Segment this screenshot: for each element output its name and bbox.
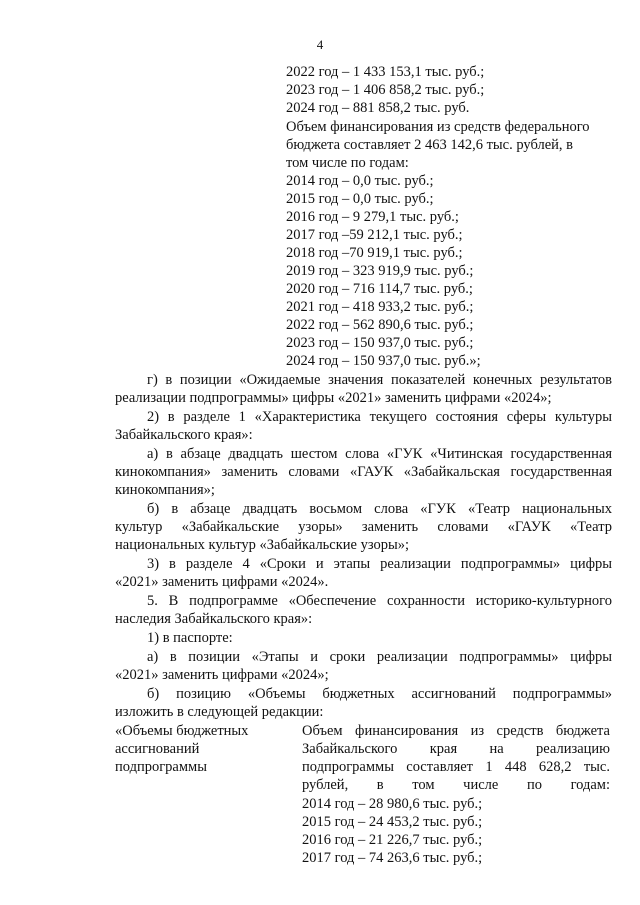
paragraph-g-line: реализации подпрограммы» цифры «2021» заменить цифрами «2024»; — [115, 390, 552, 406]
federal-year-line: 2024 год – 150 937,0 тыс. руб.»; — [286, 353, 481, 369]
table-left-label: ассигнований — [115, 741, 200, 757]
paragraph-a-line: а) в абзаце двадцать шестом слова «ГУК «Читинская государственная — [147, 446, 612, 462]
paragraph-g-line: г) в позиции «Ожидаемые значения показателей конечных результатов — [147, 372, 612, 388]
federal-year-line: 2020 год – 716 114,7 тыс. руб.; — [286, 281, 473, 297]
federal-intro-line: Объем финансирования из средств федерального — [286, 119, 590, 135]
table-right-text: Забайкальского края на реализацию — [302, 741, 610, 757]
paragraph-5-line: 5. В подпрограмме «Обеспечение сохранности историко-культурного — [147, 593, 612, 609]
paragraph-3-line: 3) в разделе 4 «Сроки и этапы реализации подпрограммы» цифры — [147, 556, 612, 572]
paragraph-a2-line: а) в позиции «Этапы и сроки реализации подпрограммы» цифры — [147, 649, 612, 665]
paragraph-a2-line: «2021» заменить цифрами «2024»; — [115, 667, 329, 683]
funding-line: 2022 год – 1 433 153,1 тыс. руб.; — [286, 64, 485, 80]
paragraph-5-line: наследия Забайкальского края»: — [115, 611, 313, 627]
funding-line: 2024 год – 881 858,2 тыс. руб. — [286, 100, 470, 116]
paragraph-b-line: культур «Забайкальские узоры» заменить словами «ГАУК «Театр — [115, 519, 612, 535]
paragraph-2-line: Забайкальского края»: — [115, 427, 253, 443]
paragraph-a-line: кинокомпания» заменить словами «ГАУК «Забайкальская государственная — [115, 464, 612, 480]
funding-line: 2023 год – 1 406 858,2 тыс. руб.; — [286, 82, 485, 98]
paragraph-a-line: кинокомпания»; — [115, 482, 215, 498]
federal-year-line: 2022 год – 562 890,6 тыс. руб.; — [286, 317, 474, 333]
table-year-line: 2015 год – 24 453,2 тыс. руб.; — [302, 814, 483, 830]
paragraph-1-line: 1) в паспорте: — [147, 630, 233, 646]
table-left-label: «Объемы бюджетных — [115, 723, 249, 739]
table-right-text: рублей, в том числе по годам: — [302, 777, 610, 793]
paragraph-b2-line: б) позицию «Объемы бюджетных ассигнований подпрограммы» — [147, 686, 612, 702]
federal-year-line: 2016 год – 9 279,1 тыс. руб.; — [286, 209, 459, 225]
paragraph-b-line: национальных культур «Забайкальские узоры»; — [115, 537, 410, 553]
federal-intro-line: бюджета составляет 2 463 142,6 тыс. рублей, в — [286, 137, 574, 153]
paragraph-2-line: 2) в разделе 1 «Характеристика текущего состояния сферы культуры — [147, 409, 612, 425]
table-year-line: 2016 год – 21 226,7 тыс. руб.; — [302, 832, 483, 848]
federal-year-line: 2019 год – 323 919,9 тыс. руб.; — [286, 263, 474, 279]
federal-intro-line: том числе по годам: — [286, 155, 409, 171]
paragraph-b2-line: изложить в следующей редакции: — [115, 704, 324, 720]
table-year-line: 2017 год – 74 263,6 тыс. руб.; — [302, 850, 483, 866]
table-right-text: Объем финансирования из средств бюджета — [302, 723, 610, 739]
federal-year-line: 2015 год – 0,0 тыс. руб.; — [286, 191, 434, 207]
federal-year-line: 2021 год – 418 933,2 тыс. руб.; — [286, 299, 474, 315]
table-left-label: подпрограммы — [115, 759, 207, 775]
paragraph-b-line: б) в абзаце двадцать восьмом слова «ГУК «Театр национальных — [147, 501, 612, 517]
table-right-text: подпрограммы составляет 1 448 628,2 тыс. — [302, 759, 610, 775]
federal-year-line: 2018 год –70 919,1 тыс. руб.; — [286, 245, 463, 261]
federal-year-line: 2017 год –59 212,1 тыс. руб.; — [286, 227, 463, 243]
table-year-line: 2014 год – 28 980,6 тыс. руб.; — [302, 796, 483, 812]
federal-year-line: 2023 год – 150 937,0 тыс. руб.; — [286, 335, 474, 351]
page-number: 4 — [316, 37, 324, 52]
federal-year-line: 2014 год – 0,0 тыс. руб.; — [286, 173, 434, 189]
paragraph-3-line: «2021» заменить цифрами «2024». — [115, 574, 329, 590]
